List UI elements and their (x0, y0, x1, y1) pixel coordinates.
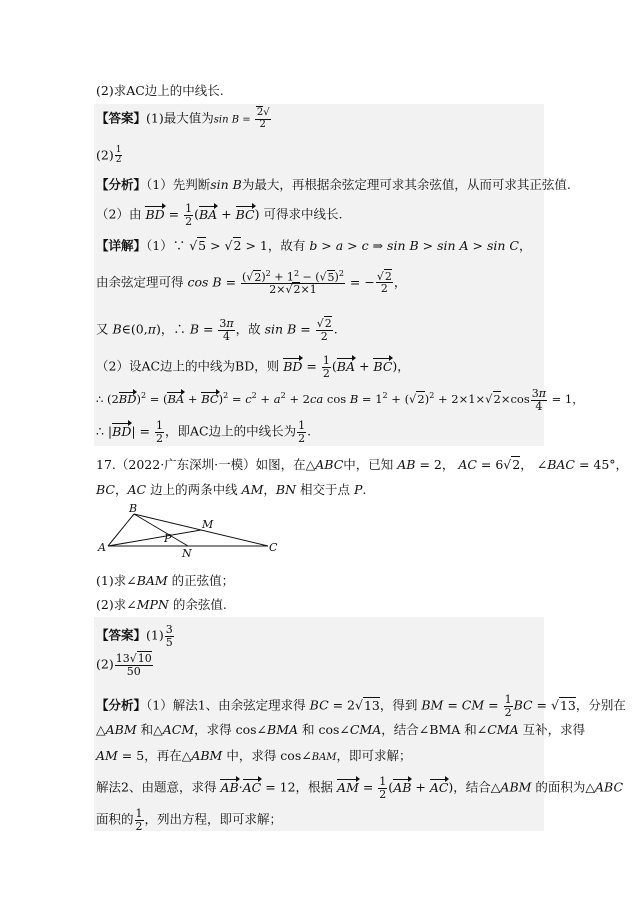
p17-question-1: (1)求∠BAM 的正弦值； (96, 573, 235, 588)
p17-analysis-4: 解法2、由题意，求得 AB·AC = 12，根据 AM = $\frac{1}{2}$ (AB + AC)，结合△ABM 的面积为△ABC (96, 775, 624, 801)
label-a: A (98, 541, 106, 554)
median-bn (134, 514, 188, 546)
p16-detail-2: 由余弦定理可得 cos B = $\frac{(√2)^2 + 1^2 - (√5)^2}{2\times√2\times 1}$ = − $\frac{√2}{2}$ ， (96, 269, 407, 297)
label-p: P (164, 532, 172, 545)
label-n: N (182, 547, 192, 560)
label-m: M (202, 518, 214, 531)
triangle-figure (96, 502, 286, 560)
p16-answer-2: (2) $\frac{1}{2}$ (96, 145, 122, 166)
p17-analysis-3: AM = 5，再在△ABM 中，求得 cos∠BAM，即可求解； (96, 748, 412, 763)
p16-detail-5: ∴ $(2BD)^2 = (BA + BC)^2 = c^2 + a^2 + 2ca$ $\cos B = 1^2 + (√2)^2 + 2\times 1\times√2\times\cos$ $\frac{3\pi}{4}$ = 1， (96, 387, 584, 413)
p16-question-2: (2)求AC边上的中线长. (96, 83, 224, 98)
label-c: C (269, 541, 278, 554)
p16-detail-1: 【详解】（1）∵ √5 > √2 > 1，故有 b > a > c ⇒ sin B > sin A > sin C， (96, 238, 532, 253)
p17-analysis-2: △ABM 和△ACM，求得 cos∠BMA 和 cos∠CMA，结合∠BMA 和∠CMA 互补，求得 (96, 722, 586, 737)
p16-detail-3: 又 B∈(0,π)，∴ B = $\frac{3\pi}{4}$ ，故 sin B = $\frac{√2}{2}$ . (96, 317, 338, 343)
p17-answer-2: (2) $\frac{13√10}{50}$ (96, 652, 152, 678)
p16-detail-6: ∴ |BD| = $\frac{1}{2}$ ，即AC边上的中线长为 $\frac{1}{2}$ . (96, 419, 312, 445)
p16-analysis-2: （2）由 BD = $\frac{1}{2}$ (BA + BC) 可得求中线长. (96, 202, 343, 228)
answer-label: 【答案】 (96, 110, 147, 126)
p16-analysis-1: 【分析】（1）先判断sin B为最大，再根据余弦定理可求其余弦值，从而可求其正弦值. (96, 177, 571, 192)
p17-stem-1: 17.（2022·广东深圳·一模）如图，在△ABC中，已知 AB = 2， AC = 6√2， ∠BAC = 45°， (96, 457, 629, 472)
label-b: B (129, 502, 138, 515)
p17-stem-2: BC，AC 边上的两条中线 AM，BN 相交于点 P. (96, 482, 367, 497)
p17-analysis-5: 面积的 $\frac{1}{2}$ ，列出方程，即可求解； (96, 807, 283, 833)
p16-detail-4: （2）设AC边上的中线为BD，则 BD = $\frac{1}{2}$ (BA + BC)， (96, 354, 410, 380)
p17-analysis-1: 【分析】（1）解法1、由余弦定理求得 BC = 2√13，得到 BM = CM = $\frac{1}{2}$ BC = √13，分别在 (96, 693, 626, 719)
side-ab (108, 514, 134, 546)
median-am (108, 530, 201, 546)
p17-answer-1: 【答案】(1) $\frac{3}{5}$ (96, 623, 173, 649)
p16-answer-1: 【答案】(1)最大值为sin B = $\frac{2√}{2}$ (96, 107, 270, 130)
p17-question-2: (2)求∠MPN 的余弦值. (96, 597, 227, 612)
